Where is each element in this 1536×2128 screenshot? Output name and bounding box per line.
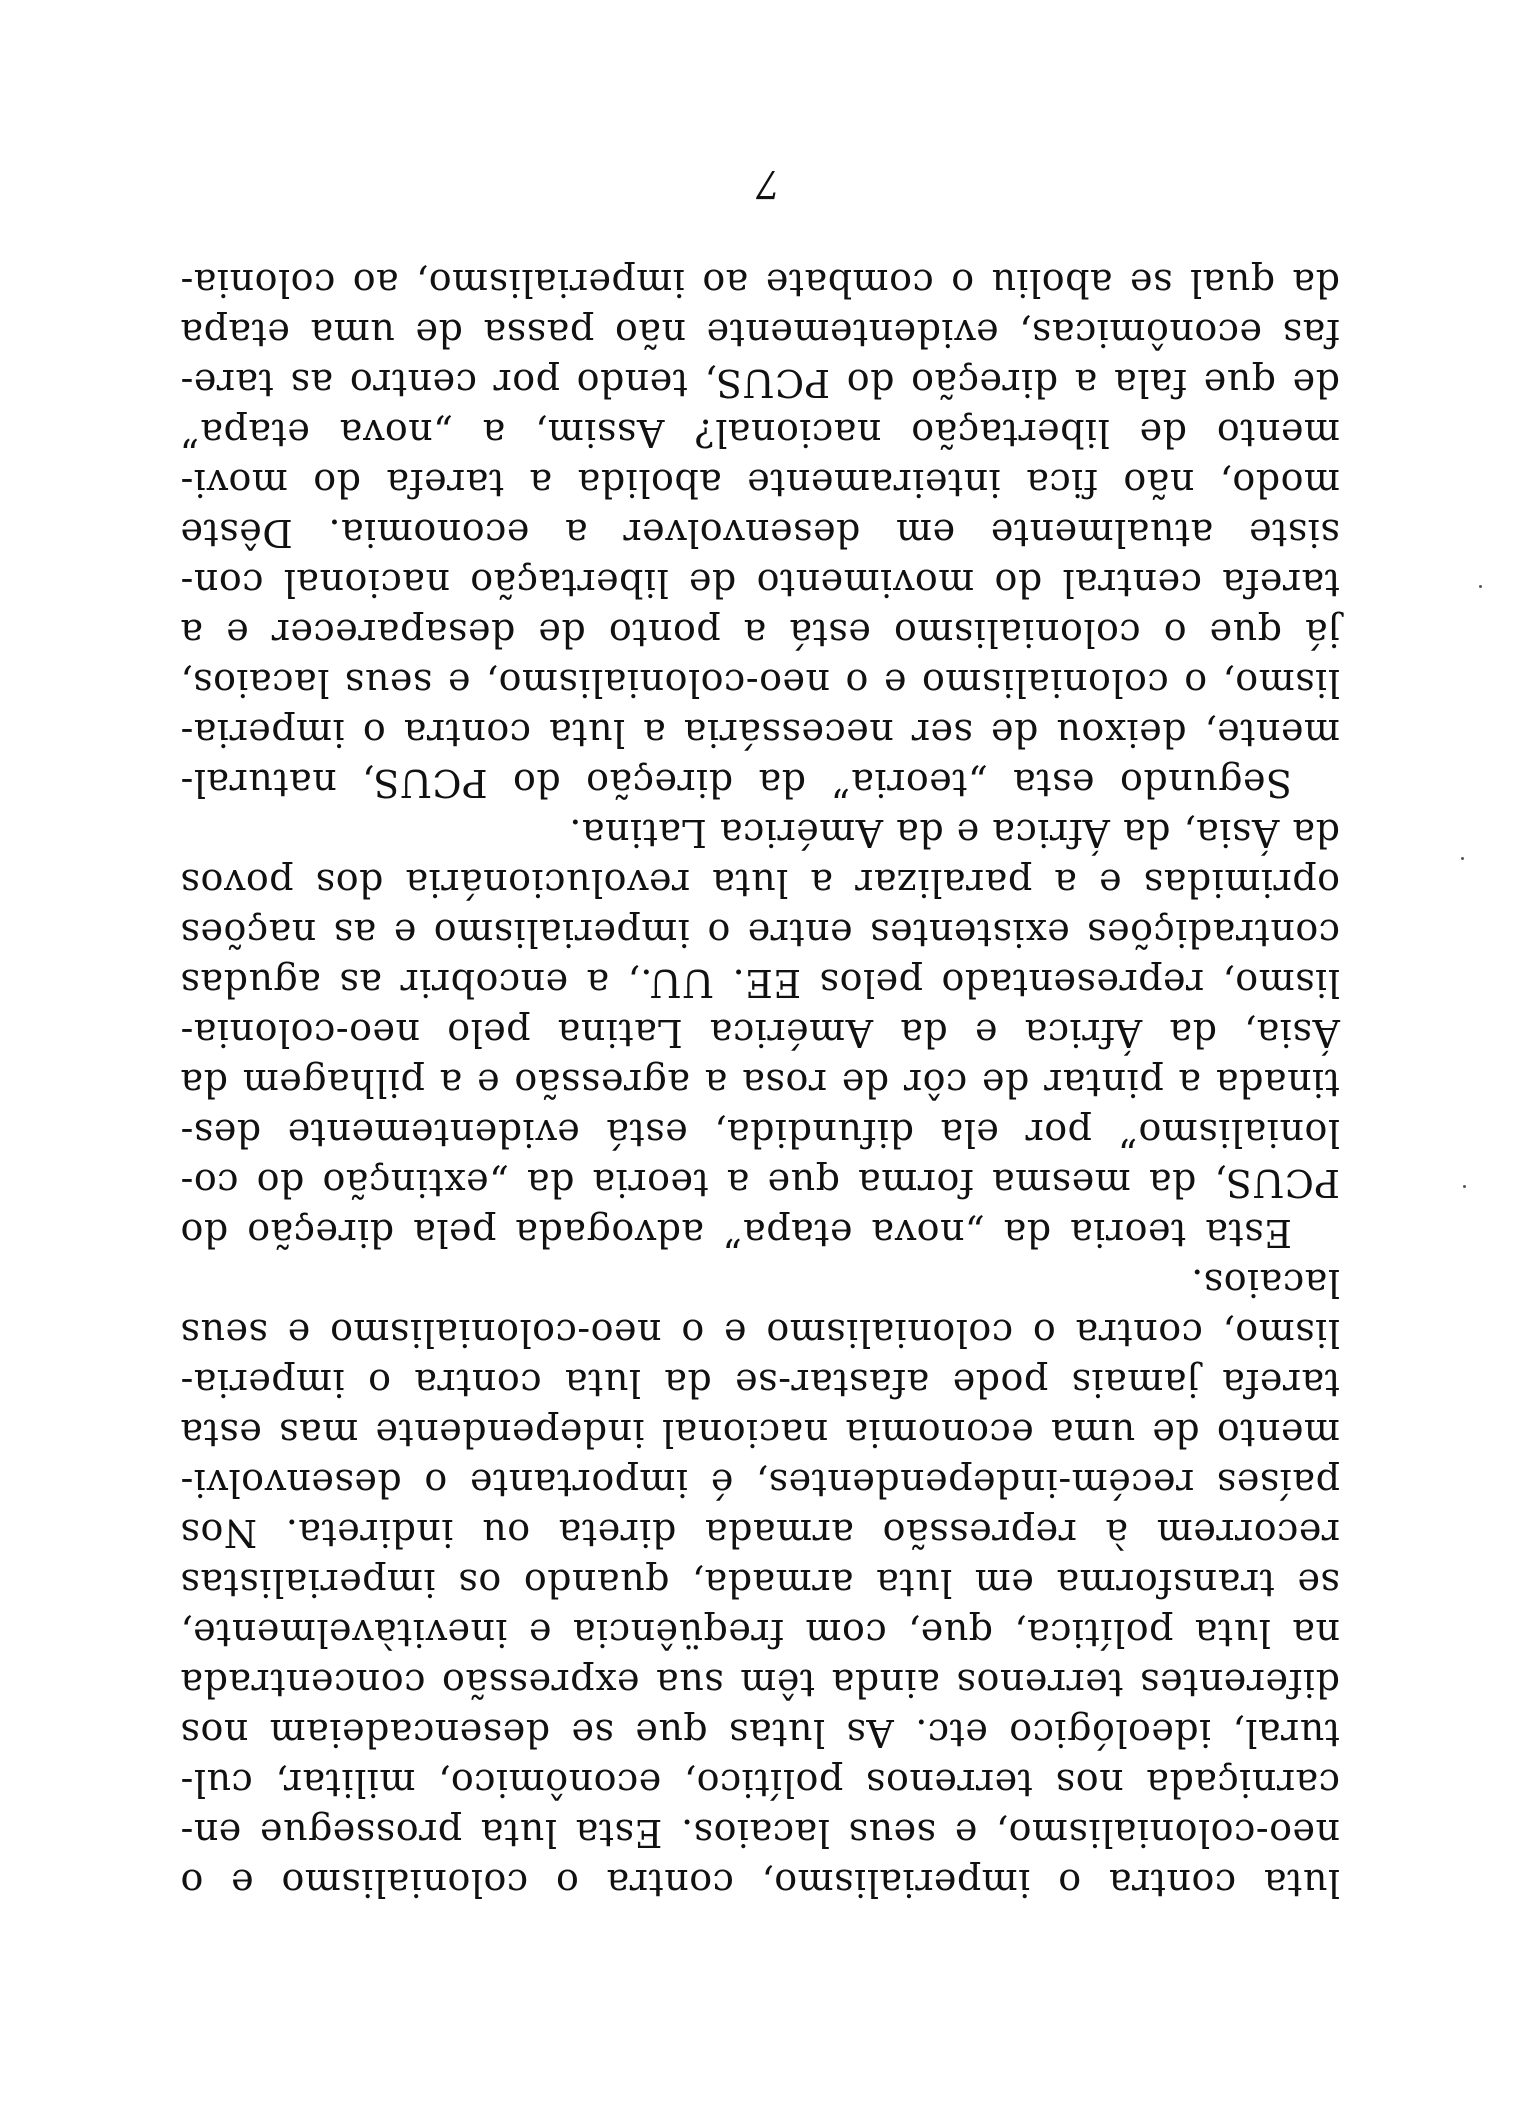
text-line: oprimidas e a paralizar a luta revolucionária dos povos bbox=[180, 861, 1340, 905]
text-line: da qual se aboliu o combate ao imperialismo, ao colonia- bbox=[180, 261, 1340, 305]
text-line: na luta política, que, com freqüência e inevitàvelmente, bbox=[180, 1611, 1340, 1655]
text-line: fas econômicas, evidentemente não passa de uma etapa bbox=[180, 311, 1340, 355]
text-line: luta contra o imperialismo, contra o colonialismo e o bbox=[180, 1861, 1340, 1905]
text-line: contradições existentes entre o imperialismo e as nações bbox=[180, 911, 1340, 955]
text-line: de que fala a direção do PCUS, tendo por centro as tare- bbox=[180, 361, 1340, 405]
text-line: diferentes terrenos ainda têm sua expressão concentrada bbox=[180, 1661, 1340, 1705]
text-line: lacaios. bbox=[1190, 1261, 1340, 1305]
text-line: lismo, contra o colonialismo e o neo-colonialismo e seus bbox=[180, 1311, 1340, 1355]
text-line: tarefa jamais pode afastar-se da luta contra o imperia- bbox=[180, 1361, 1340, 1405]
scan-speck bbox=[1479, 585, 1482, 588]
text-line: da Ásia, da África e da América Latina. bbox=[568, 811, 1340, 855]
text-line: lismo, representado pelos EE. UU., a encobrir as agudas bbox=[180, 961, 1340, 1005]
text-line: mente, deixou de ser necessária a luta contra o imperia- bbox=[180, 711, 1340, 755]
text-line: tinada a pintar de côr de rosa a agressão e a pilhagem da bbox=[180, 1061, 1340, 1105]
text-line: siste atualmente em desenvolver a economia. Dêste bbox=[180, 511, 1340, 555]
scan-speck bbox=[1463, 1185, 1466, 1188]
text-line: Ásia, da África e da América Latina pelo neo-colonia- bbox=[180, 1011, 1340, 1055]
text-line: recorrem à repressão armada direta ou indireta. Nos bbox=[180, 1511, 1340, 1555]
text-line: mento de libertação nacional? Assim, a „nova etapa” bbox=[180, 411, 1340, 455]
text-line: lismo, o colonialismo e o neo-colonialismo, e seus lacaios, bbox=[180, 661, 1340, 705]
text-line: Segundo esta „teoria” da direção do PCUS, natural- bbox=[180, 761, 1292, 805]
text-line: PCUS, da mesma forma que a teoria da „extinção do co- bbox=[180, 1161, 1340, 1205]
text-line: Esta teoria da „nova etapa” advogada pela direção do bbox=[180, 1211, 1292, 1255]
text-line: tural, ideológico etc. As lutas que se desencadeiam nos bbox=[180, 1711, 1340, 1755]
text-line: já que o colonialismo está a ponto de desaparecer e a bbox=[180, 611, 1340, 655]
body-text bbox=[180, 258, 1340, 1908]
text-line: modo, não fica inteiramente abolida a tarefa do movi- bbox=[180, 461, 1340, 505]
text-line: países recém-independentes, é importante o desenvolvi- bbox=[180, 1461, 1340, 1505]
text-line: carniçada nos terrenos político, econômico, militar, cul- bbox=[180, 1761, 1340, 1805]
page-number: 7 bbox=[755, 162, 781, 206]
text-line: neo-colonialismo, e seus lacaios. Esta luta prossegue en- bbox=[180, 1811, 1340, 1855]
scan-speck bbox=[1461, 857, 1464, 860]
text-line: se transforma em luta armada, quando os imperialistas bbox=[180, 1561, 1340, 1605]
text-line: lonialismo” por ela difundida, está evidentemente des- bbox=[180, 1111, 1340, 1155]
text-line: tarefa central do movimento de libertação nacional con- bbox=[180, 561, 1340, 605]
text-line: mento de uma economia nacional independente mas esta bbox=[180, 1411, 1340, 1455]
